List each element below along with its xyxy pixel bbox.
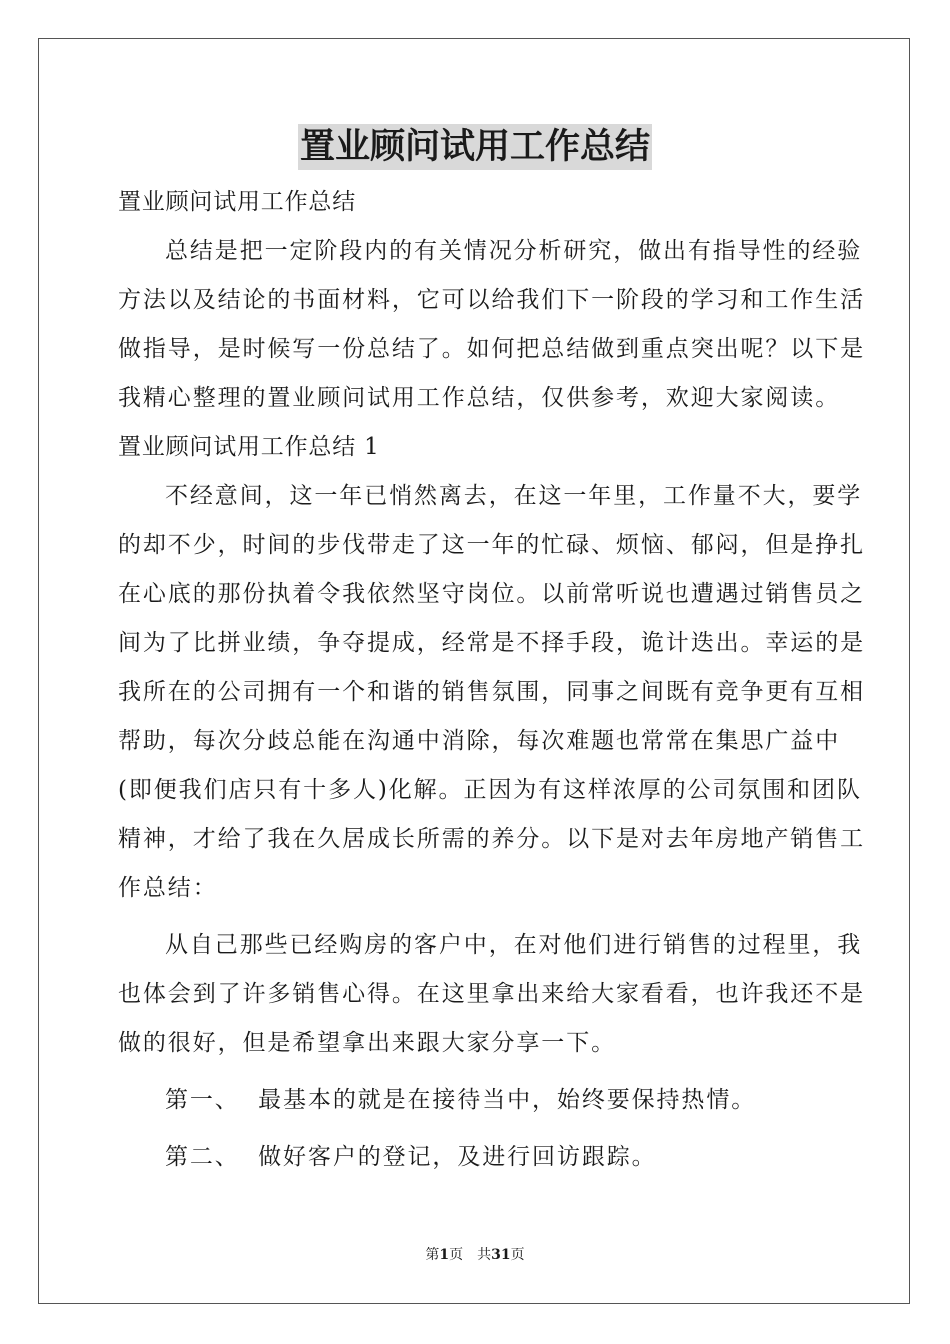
paragraph-line: 的却不少，时间的步伐带走了这一年的忙碌、烦恼、郁闷，但是挣扎 bbox=[118, 532, 865, 558]
document-body bbox=[118, 178, 865, 1182]
point-item: 第一、 最基本的就是在接待当中，始终要保持热情。 bbox=[165, 1087, 757, 1113]
title-container bbox=[0, 124, 950, 170]
page-number: 1 bbox=[439, 1247, 450, 1263]
total-pages: 31 bbox=[491, 1247, 511, 1263]
paragraph-line: 不经意间，这一年已悄然离去，在这一年里，工作量不大，要学 bbox=[165, 483, 863, 509]
paragraph-line: 在心底的那份执着令我依然坚守岗位。以前常听说也遭遇过销售员之 bbox=[118, 581, 865, 607]
paragraph-line: 作总结： bbox=[118, 875, 218, 901]
intro-line: 总结是把一定阶段内的有关情况分析研究，做出有指导性的经验 bbox=[165, 238, 863, 264]
section-heading: 置业顾问试用工作总结 1 bbox=[118, 434, 380, 460]
intro-line: 我精心整理的置业顾问试用工作总结，仅供参考，欢迎大家阅读。 bbox=[118, 385, 841, 411]
paragraph-line: 我所在的公司拥有一个和谐的销售氛围，同事之间既有竞争更有互相 bbox=[118, 679, 865, 705]
total-prefix: 共 bbox=[477, 1247, 492, 1263]
paragraph-line: 间为了比拼业绩，争夺提成，经常是不择手段，诡计迭出。幸运的是 bbox=[118, 630, 865, 656]
subtitle: 置业顾问试用工作总结 bbox=[118, 189, 356, 215]
page-suffix: 页 bbox=[449, 1247, 464, 1263]
paragraph-line: 精神，才给了我在久居成长所需的养分。以下是对去年房地产销售工 bbox=[118, 826, 865, 852]
paragraph-line: 也体会到了许多销售心得。在这里拿出来给大家看看，也许我还不是 bbox=[118, 981, 865, 1007]
intro-line: 做指导，是时候写一份总结了。如何把总结做到重点突出呢？以下是 bbox=[118, 336, 865, 362]
total-suffix: 页 bbox=[510, 1247, 525, 1263]
page-prefix: 第 bbox=[425, 1247, 440, 1263]
paragraph-line: 做的很好，但是希望拿出来跟大家分享一下。 bbox=[118, 1030, 616, 1056]
intro-line: 方法以及结论的书面材料，它可以给我们下一阶段的学习和工作生活 bbox=[118, 287, 865, 313]
point-item: 第二、 做好客户的登记，及进行回访跟踪。 bbox=[165, 1144, 657, 1170]
paragraph-line: 从自己那些已经购房的客户中，在对他们进行销售的过程里，我 bbox=[165, 932, 863, 958]
document-title: 置业顾问试用工作总结 bbox=[298, 124, 652, 170]
paragraph-line: 帮助，每次分歧总能在沟通中消除，每次难题也常常在集思广益中 bbox=[118, 728, 841, 754]
page-footer bbox=[0, 1245, 950, 1265]
paragraph-line: (即便我们店只有十多人)化解。正因为有这样浓厚的公司氛围和团队 bbox=[118, 777, 862, 803]
